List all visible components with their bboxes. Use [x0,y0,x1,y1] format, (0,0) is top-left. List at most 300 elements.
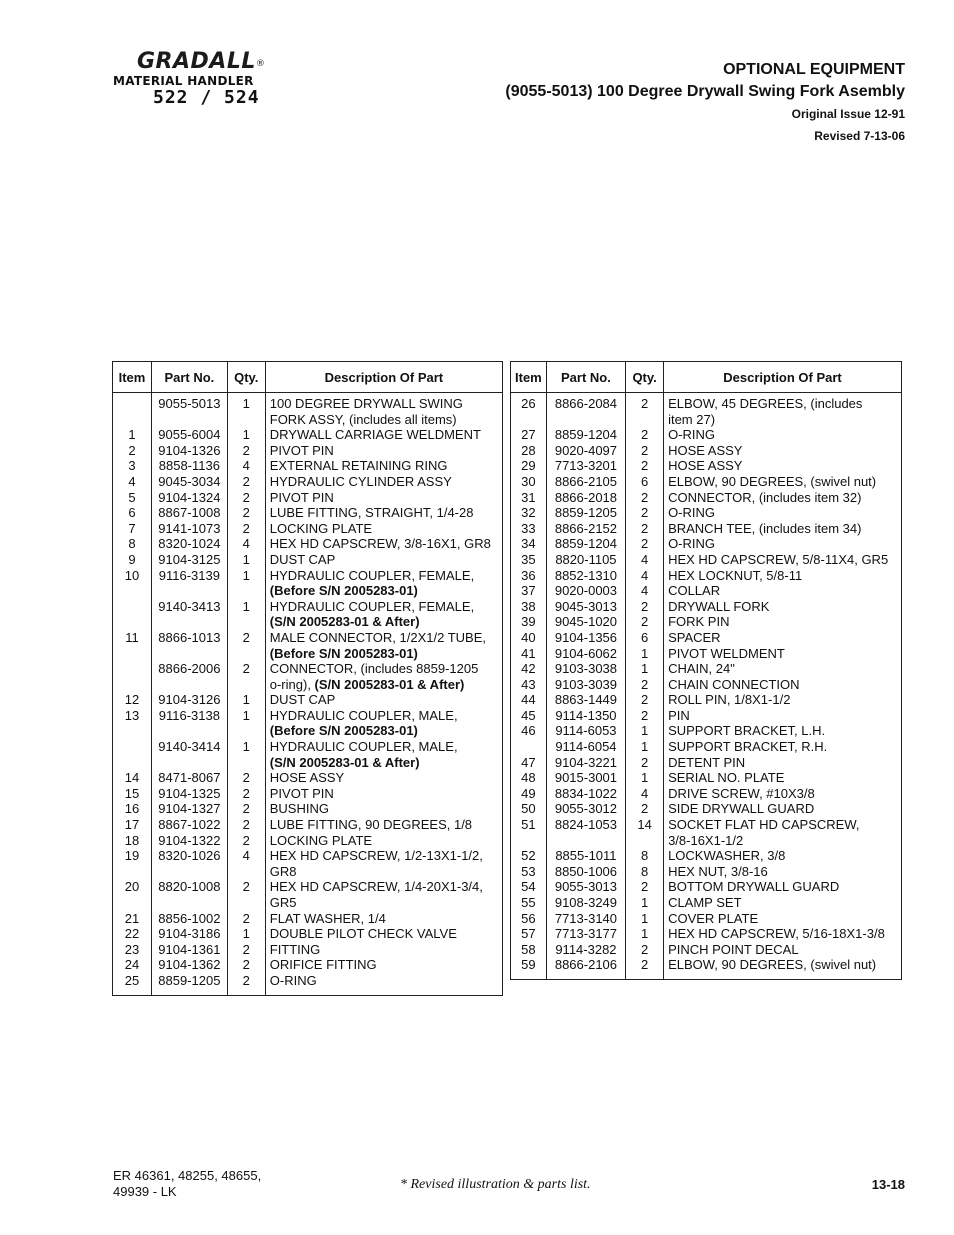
part-number-cell: 9104-1327 [151,801,227,817]
quantity-cell: 1 [227,427,265,443]
part-number-cell: 8859-1204 [546,536,625,552]
description-text: HEX HD CAPSCREW, 3/8-16X1, GR8 [269,536,491,552]
description-cell [664,817,902,833]
description-cell [664,755,902,771]
table-row [511,412,902,428]
description-text: HEX HD CAPSCREW, 1/2-13X1-1/2, [269,848,483,864]
description-cell [265,583,502,599]
part-number-cell: 9114-3282 [546,942,625,958]
item-cell: 14 [113,770,152,786]
description-cell [664,568,902,584]
item-cell: 19 [113,848,152,864]
table-row [511,833,902,849]
item-cell: 57 [511,926,547,942]
col-header-item: Item [113,362,152,393]
item-cell [511,833,547,849]
table-row [113,630,503,646]
description-text: HYDRAULIC COUPLER, FEMALE, [269,567,475,583]
quantity-cell [227,646,265,662]
part-number-cell [151,755,227,771]
quantity-cell [626,412,664,428]
item-cell [113,723,152,739]
quantity-cell: 2 [626,490,664,506]
table-row [511,723,902,739]
description-cell [664,708,902,724]
part-number-cell [151,677,227,693]
quantity-cell: 8 [626,848,664,864]
part-number-cell: 9116-3138 [151,708,227,724]
description-text: O-RING [668,536,716,552]
quantity-cell: 2 [227,474,265,490]
part-number-cell: 9104-3186 [151,926,227,942]
description-text: BOTTOM DRYWALL GUARD [668,879,840,895]
item-cell [113,396,152,412]
description-text: DUST CAP [269,692,336,708]
part-number-cell: 7713-3140 [546,911,625,927]
part-number-cell: 9104-1362 [151,957,227,973]
table-row [511,817,902,833]
item-cell: 52 [511,848,547,864]
table-row [113,536,503,552]
part-number-cell: 8866-2152 [546,521,625,537]
part-number-cell: 9116-3139 [151,568,227,584]
part-number-cell: 9045-3034 [151,474,227,490]
description-cell [265,396,502,412]
description-cell [664,474,902,490]
description-text: DRYWALL FORK [668,598,770,614]
item-cell: 45 [511,708,547,724]
part-number-cell: 8852-1310 [546,568,625,584]
description-cell [664,646,902,662]
description-cell [265,770,502,786]
table-row [511,614,902,630]
quantity-cell: 2 [626,599,664,615]
col-header-part: Part No. [546,362,625,393]
quantity-cell: 2 [626,692,664,708]
item-cell [511,412,547,428]
description-text: HOSE ASSY [668,458,743,474]
quantity-cell: 4 [626,583,664,599]
quantity-cell: 4 [626,786,664,802]
col-header-desc: Description Of Part [265,362,502,393]
part-number-cell: 8866-1013 [151,630,227,646]
table-row [113,521,503,537]
table-row [113,646,503,662]
part-number-cell [546,412,625,428]
description-cell [664,692,902,708]
quantity-cell: 1 [626,895,664,911]
description-cell [664,864,902,880]
part-number-cell: 9140-3413 [151,599,227,615]
description-cell [664,942,902,958]
item-cell: 40 [511,630,547,646]
table-row [113,490,503,506]
table-row [113,474,503,490]
table-row [113,879,503,895]
quantity-cell: 1 [626,646,664,662]
description-cell [664,879,902,895]
part-number-cell: 8859-1205 [151,973,227,989]
quantity-cell [227,614,265,630]
table-row [511,942,902,958]
quantity-cell: 2 [626,614,664,630]
table-row [511,786,902,802]
description-cell [265,646,502,662]
item-cell: 5 [113,490,152,506]
description-cell [265,677,502,693]
item-cell: 59 [511,957,547,973]
serial-number-note: (Before S/N 2005283-01) [269,583,418,599]
item-cell: 30 [511,474,547,490]
part-number-cell: 8820-1105 [546,552,625,568]
description-text: PIVOT PIN [269,785,334,801]
col-header-desc: Description Of Part [664,362,902,393]
item-cell: 4 [113,474,152,490]
part-number-cell: 8834-1022 [546,786,625,802]
table-row [113,568,503,584]
item-cell: 23 [113,942,152,958]
table-row [511,646,902,662]
description-cell [664,396,902,412]
part-number-cell: 9104-3126 [151,692,227,708]
table-row [511,801,902,817]
item-cell: 54 [511,879,547,895]
quantity-cell: 2 [227,911,265,927]
quantity-cell: 2 [626,396,664,412]
description-text: DRIVE SCREW, #10X3/8 [668,785,815,801]
item-cell: 25 [113,973,152,989]
part-number-cell: 8856-1002 [151,911,227,927]
table-row [511,490,902,506]
description-cell [265,536,502,552]
page-number: 13-18 [871,1177,905,1192]
item-cell: 2 [113,443,152,459]
quantity-cell: 2 [626,879,664,895]
description-text: FLAT WASHER, 1/4 [269,910,386,926]
quantity-cell: 1 [626,661,664,677]
item-cell: 42 [511,661,547,677]
item-cell: 3 [113,458,152,474]
part-number-cell: 8824-1053 [546,817,625,833]
part-number-cell: 9045-1020 [546,614,625,630]
table-row [113,427,503,443]
quantity-cell: 6 [626,630,664,646]
description-cell [265,490,502,506]
description-cell [265,879,502,895]
part-number-cell: 9114-6053 [546,723,625,739]
part-number-cell: 8850-1006 [546,864,625,880]
item-cell: 26 [511,396,547,412]
description-text: LUBE FITTING, 90 DEGREES, 1/8 [269,817,473,833]
quantity-cell: 1 [227,708,265,724]
item-cell: 21 [113,911,152,927]
er-line-2: 49939 - LK [113,1184,177,1199]
table-row [113,552,503,568]
description-text: DETENT PIN [668,754,746,770]
quantity-cell: 2 [227,490,265,506]
description-text: GR8 [269,863,297,879]
description-text: CONNECTOR, (includes 8859-1205 [269,661,479,677]
description-text: 100 DEGREE DRYWALL SWING [269,396,463,411]
table-row [113,864,503,880]
description-text: HYDRAULIC COUPLER, MALE, [269,739,458,755]
description-text: BRANCH TEE, (includes item 34) [668,520,862,536]
description-cell [664,957,902,973]
part-number-cell [151,864,227,880]
item-cell: 16 [113,801,152,817]
quantity-cell: 2 [227,833,265,849]
description-text: LOCKWASHER, 3/8 [668,848,786,864]
part-number-cell: 8859-1205 [546,505,625,521]
description-cell [664,848,902,864]
part-number-cell [151,614,227,630]
part-number-cell: 9104-6062 [546,646,625,662]
item-cell: 38 [511,599,547,615]
part-number-cell: 9103-3039 [546,677,625,693]
item-cell: 39 [511,614,547,630]
part-number-cell: 8866-2084 [546,396,625,412]
quantity-cell: 2 [626,458,664,474]
part-number-cell: 8471-8067 [151,770,227,786]
description-text: DUST CAP [269,551,336,567]
description-cell [265,973,502,989]
description-text: SUPPORT BRACKET, R.H. [668,739,828,755]
part-number-cell: 9103-3038 [546,661,625,677]
table-row [113,770,503,786]
part-number-cell: 8867-1008 [151,505,227,521]
description-text: BUSHING [269,801,329,817]
quantity-cell: 2 [227,801,265,817]
description-cell [265,895,502,911]
description-cell [265,521,502,537]
description-cell [664,895,902,911]
description-cell [265,630,502,646]
table-row [113,973,503,989]
table-row [511,458,902,474]
quantity-cell: 4 [626,568,664,584]
description-text: DRYWALL CARRIAGE WELDMENT [269,427,481,443]
item-cell: 11 [113,630,152,646]
description-cell [664,723,902,739]
table-row [113,942,503,958]
serial-number-note: (S/N 2005283-01 & After) [269,614,420,630]
table-row [113,895,503,911]
part-number-cell: 8820-1008 [151,879,227,895]
col-header-qty: Qty. [626,362,664,393]
table-row [113,957,503,973]
part-number-cell: 8320-1026 [151,848,227,864]
item-cell: 12 [113,692,152,708]
part-number-cell [151,646,227,662]
quantity-cell: 6 [626,474,664,490]
part-number-cell: 8863-1449 [546,692,625,708]
description-text: SOCKET FLAT HD CAPSCREW, [668,817,860,833]
description-text: ELBOW, 90 DEGREES, (swivel nut) [668,957,877,973]
quantity-cell: 1 [227,926,265,942]
description-cell [664,786,902,802]
item-cell: 22 [113,926,152,942]
description-cell [664,801,902,817]
description-cell [265,692,502,708]
table-row [511,521,902,537]
description-text: LUBE FITTING, STRAIGHT, 1/4-28 [269,505,474,521]
serial-number-note: (S/N 2005283-01 & After) [314,676,465,692]
description-text: SPACER [668,629,721,645]
description-text: o-ring), [269,676,315,692]
quantity-cell: 2 [227,879,265,895]
gradall-logo [113,50,303,108]
quantity-cell: 2 [227,661,265,677]
quantity-cell: 4 [227,458,265,474]
quantity-cell: 1 [626,770,664,786]
description-text: SERIAL NO. PLATE [668,770,785,786]
table-row [511,474,902,490]
table-row [511,926,902,942]
quantity-cell: 2 [626,942,664,958]
description-cell [265,739,502,755]
description-cell [265,848,502,864]
quantity-cell: 1 [626,739,664,755]
item-cell [113,755,152,771]
item-cell: 18 [113,833,152,849]
quantity-cell: 2 [227,786,265,802]
item-cell: 28 [511,443,547,459]
item-cell: 31 [511,490,547,506]
quantity-cell: 1 [227,568,265,584]
item-cell: 34 [511,536,547,552]
col-header-qty: Qty. [227,362,265,393]
table-row [113,786,503,802]
description-cell [265,552,502,568]
part-number-cell [151,583,227,599]
description-cell [265,443,502,459]
description-text: LOCKING PLATE [269,832,373,848]
part-number-cell: 8866-2106 [546,957,625,973]
parts-table-left [112,361,503,996]
description-cell [664,443,902,459]
item-cell: 13 [113,708,152,724]
quantity-cell [227,864,265,880]
description-text: HEX HD CAPSCREW, 5/8-11X4, GR5 [668,551,889,567]
table-row [113,723,503,739]
item-cell [113,677,152,693]
description-cell [265,864,502,880]
part-number-cell: 9140-3414 [151,739,227,755]
part-number-cell: 9141-1073 [151,521,227,537]
description-cell [265,833,502,849]
description-text: CHAIN, 24" [668,661,735,677]
quantity-cell: 2 [626,427,664,443]
part-number-cell: 9104-1326 [151,443,227,459]
revision-note: * Revised illustration & parts list. [400,1177,591,1192]
description-cell [265,817,502,833]
page-subtitle: (9055-5013) 100 Degree Drywall Swing Fork Asembly [505,83,905,100]
part-number-cell: 8866-2105 [546,474,625,490]
part-number-cell [151,895,227,911]
description-text: HEX HD CAPSCREW, 1/4-20X1-3/4, [269,879,483,895]
item-cell: 49 [511,786,547,802]
item-cell: 51 [511,817,547,833]
description-cell [265,723,502,739]
description-text: COVER PLATE [668,910,759,926]
table-row [113,661,503,677]
table-row [113,396,503,412]
table-row [511,396,902,412]
part-number-cell: 9055-3012 [546,801,625,817]
item-cell: 9 [113,552,152,568]
table-row [511,630,902,646]
description-text: COLLAR [668,583,721,599]
item-cell [113,599,152,615]
item-cell [113,583,152,599]
revised-date: Revised 7-13-06 [814,129,905,143]
description-text: ORIFICE FITTING [269,957,377,973]
description-cell [664,521,902,537]
quantity-cell: 2 [626,755,664,771]
table-row [511,552,902,568]
description-text: FORK PIN [668,614,730,630]
quantity-cell: 1 [227,599,265,615]
table-row [511,427,902,443]
quantity-cell: 2 [626,677,664,693]
description-text: O-RING [269,972,317,988]
description-text: PIN [668,707,690,723]
table-row [113,833,503,849]
table-row [511,505,902,521]
part-number-cell: 9020-4097 [546,443,625,459]
quantity-cell: 2 [227,443,265,459]
description-text: CHAIN CONNECTION [668,676,800,692]
part-number-cell [151,723,227,739]
item-cell: 55 [511,895,547,911]
item-cell [113,412,152,428]
quantity-cell: 1 [626,723,664,739]
original-issue: Original Issue 12-91 [791,107,905,121]
quantity-cell: 2 [626,536,664,552]
description-text: LOCKING PLATE [269,520,373,536]
part-number-cell [151,412,227,428]
quantity-cell: 2 [227,630,265,646]
quantity-cell: 2 [227,942,265,958]
part-number-cell: 8866-2018 [546,490,625,506]
description-cell [265,505,502,521]
item-cell: 8 [113,536,152,552]
description-text: GR5 [269,895,297,910]
quantity-cell: 1 [227,739,265,755]
table-row [511,739,902,755]
description-cell [664,911,902,927]
description-cell [664,677,902,693]
item-cell [113,646,152,662]
parts-table-right [510,361,902,980]
description-cell [265,474,502,490]
table-row [511,583,902,599]
description-cell [265,614,502,630]
quantity-cell: 2 [626,505,664,521]
table-row [113,801,503,817]
part-number-cell: 8858-1136 [151,458,227,474]
table-row [113,614,503,630]
table-row [511,755,902,771]
description-cell [664,630,902,646]
table-row [113,599,503,615]
part-number-cell: 9015-3001 [546,770,625,786]
item-cell [113,739,152,755]
quantity-cell: 4 [626,552,664,568]
table-row [113,708,503,724]
part-number-cell: 9045-3013 [546,599,625,615]
part-number-cell: 9104-1356 [546,630,625,646]
